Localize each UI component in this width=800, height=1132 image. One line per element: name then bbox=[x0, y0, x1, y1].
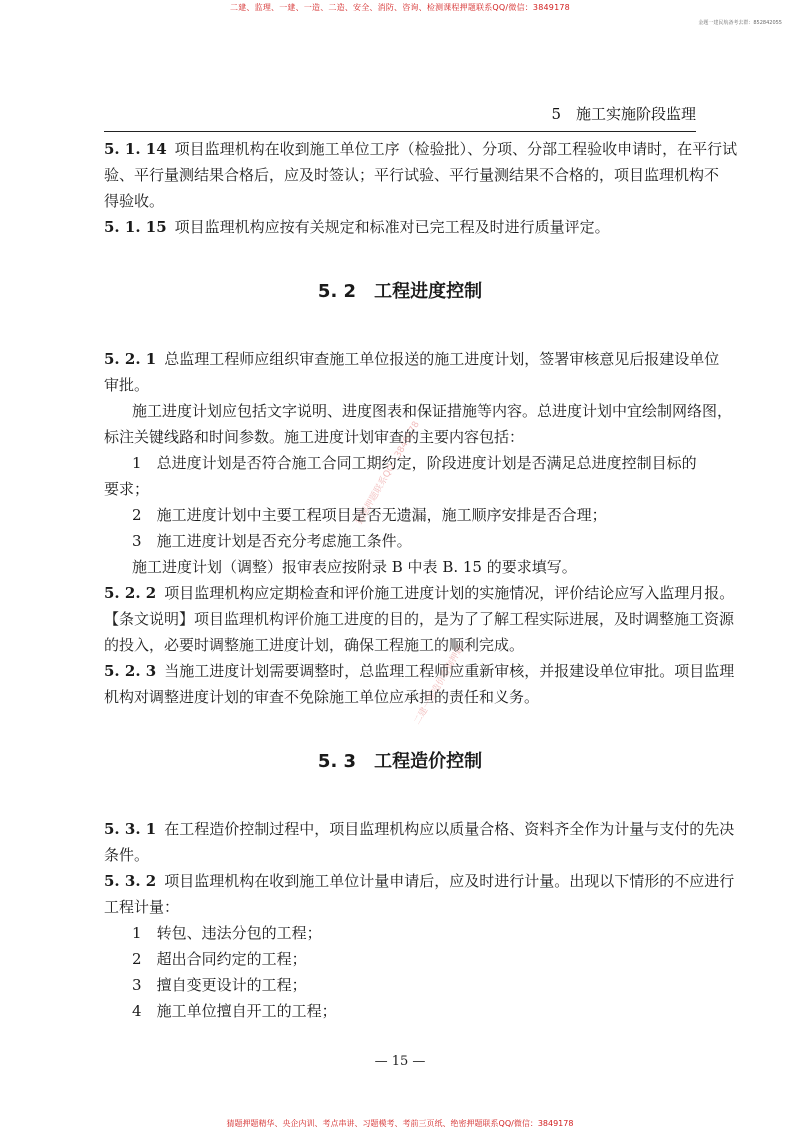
watermark-1: 猜题押题联系QQ：3849178 bbox=[354, 419, 422, 527]
clause-5-2-1-para2-line-2: 标注关键线路和时间参数。施工进度计划审查的主要内容包括： bbox=[104, 428, 525, 446]
list-item-1 bbox=[104, 450, 696, 476]
list-item-number: 2 bbox=[132, 950, 142, 968]
clause-number: 5. 2. 3 bbox=[104, 662, 157, 680]
watermark-2: 二建一建造价咨询押题 bbox=[412, 643, 467, 727]
clause-5-3-2-line-1 bbox=[104, 868, 735, 894]
clause-text: 项目监理机构在收到施工单位工序（检验批）、分项、分部工程验收申请时，在平行试 bbox=[174, 140, 738, 158]
list-item-3 bbox=[104, 972, 696, 998]
clause-5-2-1-line-1 bbox=[104, 346, 720, 372]
clause-number: 5. 1. 14 bbox=[104, 140, 167, 158]
clause-number: 5. 2. 1 bbox=[104, 350, 157, 368]
list-item-text: 施工进度计划是否充分考虑施工条件。 bbox=[156, 532, 412, 550]
clause-text: 当施工进度计划需要调整时，总监理工程师应重新审核，并报建设单位审批。项目监理 bbox=[164, 662, 735, 680]
bottom-banner: 猜题押题精华、央企内训、考点串讲、习题模考、考前三页纸、绝密押题联系QQ/微信：3849178 bbox=[226, 1119, 574, 1128]
list-item-text: 施工单位擅自开工的工程； bbox=[156, 1002, 337, 1020]
explanation-tag: 【条文说明】 bbox=[104, 610, 195, 628]
clause-number: 5. 3. 2 bbox=[104, 872, 157, 890]
list-item-number: 4 bbox=[132, 1002, 142, 1020]
clause-5-2-1-para2-line-1: 施工进度计划应包括文字说明、进度图表和保证措施等内容。总进度计划中宜绘制网络图， bbox=[132, 402, 733, 420]
page-number: — 15 — bbox=[374, 1054, 426, 1069]
clause-5-1-14-line-3: 得验收。 bbox=[104, 192, 165, 210]
clause-explanation-line-2: 的投入，必要时调整施工进度计划，确保工程施工的顺利完成。 bbox=[104, 636, 525, 654]
clause-5-3-1-line-2: 条件。 bbox=[104, 846, 150, 864]
clause-text: 项目监理机构在收到施工单位计量申请后，应及时进行计量。出现以下情形的不应进行 bbox=[164, 872, 735, 890]
clause-5-3-2-line-2: 工程计量： bbox=[104, 898, 180, 916]
list-item-text: 超出合同约定的工程； bbox=[156, 950, 307, 968]
heading-title: 工程进度控制 bbox=[374, 281, 483, 302]
list-item-2 bbox=[104, 946, 696, 972]
list-item-text: 总进度计划是否符合施工合同工期约定，阶段进度计划是否满足总进度控制目标的 bbox=[156, 454, 697, 472]
section-heading-5-2 bbox=[104, 278, 696, 306]
clause-5-2-1-para3: 施工进度计划（调整）报审表应按附录 B 中表 B. 15 的要求填写。 bbox=[132, 558, 577, 576]
heading-title: 工程造价控制 bbox=[374, 751, 483, 772]
list-item-number: 1 bbox=[132, 454, 142, 472]
heading-number: 5. 3 bbox=[317, 751, 357, 772]
section-heading-5-3 bbox=[104, 748, 696, 776]
list-item-1-cont: 要求； bbox=[104, 480, 150, 498]
list-item-number: 3 bbox=[132, 532, 142, 550]
clause-5-1-14-line-1 bbox=[104, 136, 738, 162]
clause-5-2-3-line-1 bbox=[104, 658, 735, 684]
clause-5-2-3-line-2: 机构对调整进度计划的审查不免除施工单位应承担的责任和义务。 bbox=[104, 688, 540, 706]
explanation-text: 项目监理机构评价施工进度的目的，是为了了解工程实际进展，及时调整施工资源 bbox=[194, 610, 735, 628]
clause-5-2-1-line-2: 审批。 bbox=[104, 376, 150, 394]
clause-5-3-1-line-1 bbox=[104, 816, 735, 842]
list-item-number: 3 bbox=[132, 976, 142, 994]
header-rule bbox=[104, 131, 696, 132]
top-right-note: 金题一建民航备考去群：852842055 bbox=[698, 20, 782, 26]
clause-explanation-line-1 bbox=[104, 606, 735, 632]
clause-text: 项目监理机构应定期检查和评价施工进度计划的实施情况，评价结论应写入监理月报。 bbox=[164, 584, 735, 602]
clause-number: 5. 1. 15 bbox=[104, 218, 167, 236]
list-item-1 bbox=[104, 920, 696, 946]
heading-number: 5. 2 bbox=[317, 281, 357, 302]
list-item-text: 施工进度计划中主要工程项目是否无遗漏，施工顺序安排是否合理； bbox=[156, 506, 607, 524]
clause-5-2-2 bbox=[104, 580, 735, 606]
clause-number: 5. 3. 1 bbox=[104, 820, 157, 838]
list-item-text: 转包、违法分包的工程； bbox=[156, 924, 322, 942]
running-header: 5 施工实施阶段监理 bbox=[551, 105, 696, 123]
page-body bbox=[104, 136, 738, 1024]
clause-text: 项目监理机构应按有关规定和标准对已完工程及时进行质量评定。 bbox=[174, 218, 610, 236]
clause-text: 总监理工程师应组织审查施工单位报送的施工进度计划，签署审核意见后报建设单位 bbox=[164, 350, 720, 368]
clause-5-1-14-line-2: 验、平行量测结果合格后，应及时签认；平行试验、平行量测结果不合格的，项目监理机构不 bbox=[104, 166, 720, 184]
clause-text: 在工程造价控制过程中，项目监理机构应以质量合格、资料齐全作为计量与支付的先决 bbox=[164, 820, 735, 838]
list-item-2 bbox=[104, 502, 696, 528]
top-banner: 二建、监理、一建、一造、二造、安全、消防、咨询、检测课程押题联系QQ/微信：3849178 bbox=[230, 3, 570, 12]
list-item-number: 1 bbox=[132, 924, 142, 942]
list-item-number: 2 bbox=[132, 506, 142, 524]
clause-5-1-15 bbox=[104, 214, 696, 240]
clause-number: 5. 2. 2 bbox=[104, 584, 157, 602]
list-item-text: 擅自变更设计的工程； bbox=[156, 976, 307, 994]
list-item-3 bbox=[104, 528, 696, 554]
list-item-4 bbox=[104, 998, 696, 1024]
